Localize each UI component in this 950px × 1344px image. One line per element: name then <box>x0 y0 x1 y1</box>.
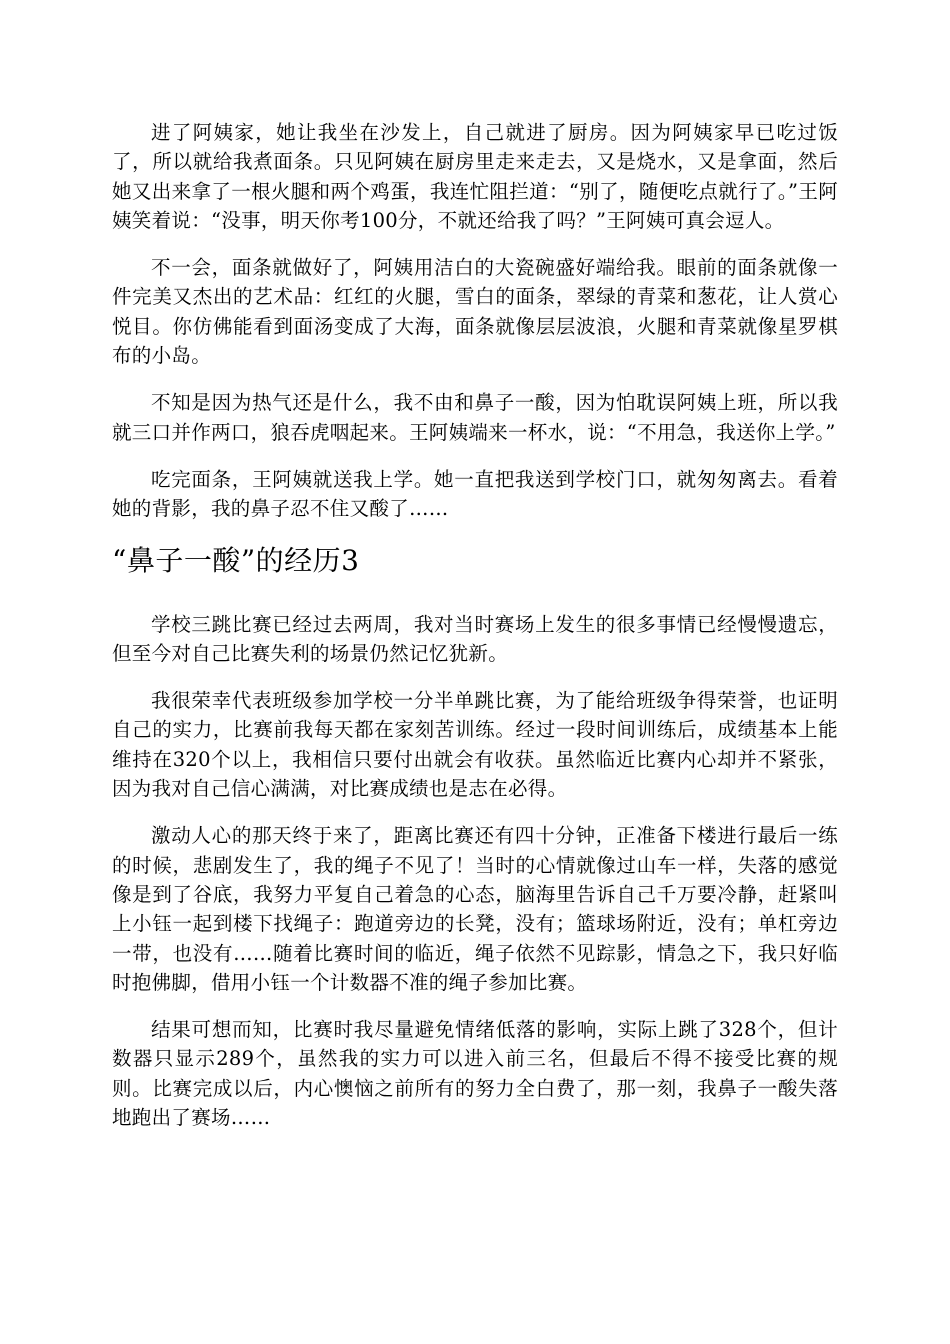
section-heading: “鼻子一酸”的经历3 <box>112 543 360 577</box>
paragraph: 结果可想而知，比赛时我尽量避免情绪低落的影响，实际上跳了328个，但计数器只显示289个，虽然我的实力可以进入前三名，但最后不得不接受比赛的规则。比赛完成以后，内心懊恼之前所有的努力全白费了，那一刻，我鼻子一酸失落地跑出了赛场…… <box>112 1018 838 1130</box>
paragraph: 不知是因为热气还是什么，我不由和鼻子一酸，因为怕耽误阿姨上班，所以我就三口并作两口，狼吞虎咽起来。王阿姨端来一杯水，说：“不用急，我送你上学。” <box>112 391 838 444</box>
document-body <box>112 118 838 1150</box>
paragraph: 吃完面条，王阿姨就送我上学。她一直把我送到学校门口，就匆匆离去。看着她的背影，我的鼻子忍不住又酸了…… <box>112 467 838 521</box>
paragraph: 进了阿姨家，她让我坐在沙发上，自己就进了厨房。因为阿姨家早已吃过饭了，所以就给我煮面条。只见阿姨在厨房里走来走去，又是烧水，又是拿面，然后她又出来拿了一根火腿和两个鸡蛋，我连忙阻拦道：“别了，随便吃点就行了。”王阿姨笑着说：“没事，明天你考100分，不就还给我了吗？”王阿姨可真会逗人。 <box>112 121 838 232</box>
paragraph: 学校三跳比赛已经过去两周，我对当时赛场上发生的很多事情已经慢慢遗忘，但至今对自己比赛失利的场景仍然记忆犹新。 <box>112 612 838 665</box>
paragraph: 我很荣幸代表班级参加学校一分半单跳比赛，为了能给班级争得荣誉，也证明自己的实力，比赛前我每天都在家刻苦训练。经过一段时间训练后，成绩基本上能维持在320个以上，我相信只要付出就会有收获。虽然临近比赛内心却并不紧张，因为我对自己信心满满，对比赛成绩也是志在必得。 <box>112 689 838 801</box>
paragraph: 激动人心的那天终于来了，距离比赛还有四十分钟，正准备下楼进行最后一练的时候，悲剧发生了，我的绳子不见了！当时的心情就像过山车一样，失落的感觉像是到了谷底，我努力平复自己着急的心态，脑海里告诉自己千万要冷静，赶紧叫上小钰一起到楼下找绳子：跑道旁边的长凳，没有；篮球场附近，没有；单杠旁边一带，也没有……随着比赛时间的临近，绳子依然不见踪影，情急之下，我只好临时抱佛脚，借用小钰一个计数器不准的绳子参加比赛。 <box>112 824 838 994</box>
paragraph: 不一会，面条就做好了，阿姨用洁白的大瓷碗盛好端给我。眼前的面条就像一件完美又杰出的艺术品：红红的火腿，雪白的面条，翠绿的青菜和葱花，让人赏心悦目。你仿佛能看到面汤变成了大海，面条就像层层波浪，火腿和青菜就像星罗棋布的小岛。 <box>112 256 838 368</box>
